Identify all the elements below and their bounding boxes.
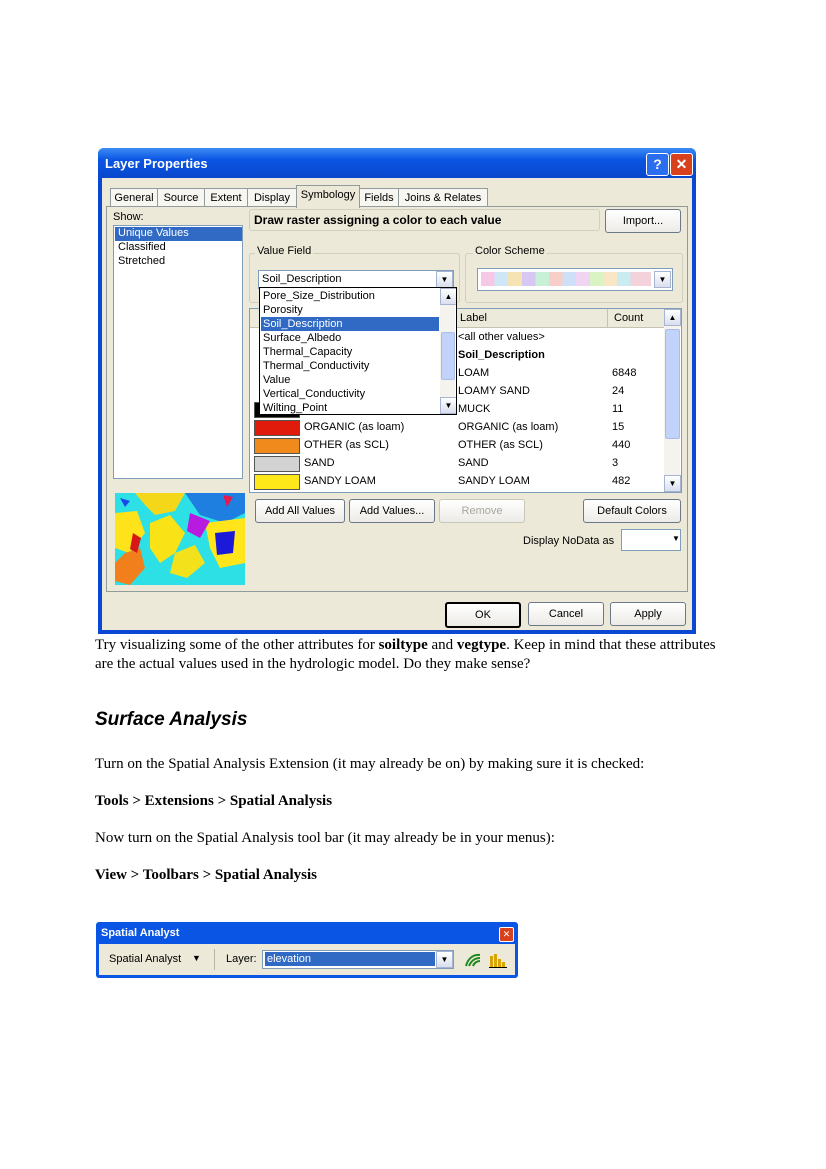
- symbology-panel: [106, 206, 688, 592]
- remove-button: Remove: [439, 499, 525, 523]
- row-count: 440: [612, 439, 631, 451]
- chevron-down-icon[interactable]: ▼: [436, 951, 453, 968]
- table-row[interactable]: [250, 436, 664, 454]
- table-row[interactable]: [250, 472, 664, 490]
- dropdown-option[interactable]: Soil_Description: [261, 317, 439, 331]
- toolbar-separator: [214, 949, 215, 970]
- contour-icon[interactable]: [464, 952, 482, 968]
- row-count: 6848: [612, 367, 637, 379]
- chevron-down-icon[interactable]: ▼: [672, 534, 680, 543]
- dropdown-option[interactable]: Value: [263, 374, 291, 386]
- layer-dropdown[interactable]: [262, 950, 454, 969]
- cancel-button[interactable]: Cancel: [528, 602, 604, 626]
- symbol-swatch[interactable]: [254, 474, 300, 490]
- scroll-thumb[interactable]: [665, 329, 680, 439]
- value-field-value: Soil_Description: [262, 273, 342, 285]
- row-label: SANDY LOAM: [458, 475, 530, 487]
- dropdown-option[interactable]: Wilting_Point: [263, 402, 328, 414]
- table-scrollbar[interactable]: [664, 309, 680, 492]
- scroll-up-icon[interactable]: ▲: [664, 309, 681, 326]
- row-label: LOAM: [458, 367, 490, 379]
- row-label: MUCK: [458, 403, 491, 415]
- chevron-down-icon[interactable]: ▼: [436, 271, 453, 288]
- value-field-dropdown-list[interactable]: [259, 287, 457, 415]
- spatial-analyst-menu[interactable]: Spatial Analyst: [109, 953, 182, 965]
- tab-source[interactable]: Source: [157, 188, 205, 207]
- symbol-swatch[interactable]: [254, 420, 300, 436]
- row-count: 3: [612, 457, 619, 469]
- value-field-label: Value Field: [257, 245, 312, 257]
- table-row[interactable]: [250, 418, 664, 436]
- row-count: 482: [612, 475, 631, 487]
- row-label: Soil_Description: [458, 349, 545, 361]
- row-value: OTHER (as SCL): [304, 439, 389, 451]
- paragraph-text: . Keep in mind that these attributes are the actual values used in the hydrologic model. Do they make sense?: [95, 637, 716, 672]
- description-frame: [249, 209, 600, 231]
- scroll-thumb[interactable]: [441, 332, 455, 380]
- instruction-paragraph: [95, 636, 735, 674]
- show-label: Show:: [113, 211, 144, 223]
- table-row[interactable]: [250, 454, 664, 472]
- chevron-down-icon[interactable]: ▼: [192, 953, 201, 963]
- tab-general[interactable]: General: [110, 188, 158, 207]
- import-button[interactable]: Import...: [605, 209, 681, 233]
- show-item-classified[interactable]: Classified: [118, 241, 166, 253]
- symbol-swatch[interactable]: [254, 456, 300, 472]
- menu-path-toolbars: View > Toolbars > Spatial Analysis: [95, 867, 318, 883]
- spatial-analyst-toolbar: [96, 922, 518, 978]
- preview-map-thumbnail: [115, 493, 245, 585]
- dialog-title: Layer Properties: [105, 156, 208, 171]
- soiltype-term: soiltype: [378, 637, 428, 653]
- apply-button[interactable]: Apply: [610, 602, 686, 626]
- row-label: ORGANIC (as loam): [458, 421, 559, 433]
- row-count: 11: [612, 403, 624, 415]
- display-nodata-label: Display NoData as: [523, 535, 615, 547]
- dropdown-scrollbar[interactable]: [440, 288, 455, 414]
- ok-button[interactable]: OK: [445, 602, 521, 628]
- dropdown-option[interactable]: Vertical_Conductivity: [263, 388, 366, 400]
- paragraph-extension: Turn on the Spatial Analysis Extension (it may already be on) by making sure it is checked:: [95, 756, 645, 772]
- scroll-down-icon[interactable]: ▼: [440, 397, 457, 414]
- add-all-values-button[interactable]: Add All Values: [255, 499, 345, 523]
- dropdown-option[interactable]: Thermal_Capacity: [263, 346, 353, 358]
- color-scheme-dropdown[interactable]: [477, 268, 673, 291]
- row-value: SANDY LOAM: [304, 475, 376, 487]
- column-header-label[interactable]: Label: [460, 312, 487, 324]
- tab-fields[interactable]: Fields: [359, 188, 399, 207]
- scroll-down-icon[interactable]: ▼: [664, 475, 681, 492]
- row-label: SAND: [458, 457, 489, 469]
- help-button[interactable]: ?: [646, 153, 669, 176]
- menu-path-extensions: Tools > Extensions > Spatial Analysis: [95, 793, 333, 809]
- show-list[interactable]: [113, 225, 243, 479]
- row-value: ORGANIC (as loam): [304, 421, 405, 433]
- color-ramp-preview: [481, 272, 651, 286]
- row-label: OTHER (as SCL): [458, 439, 543, 451]
- color-scheme-label: Color Scheme: [475, 245, 545, 257]
- symbol-swatch[interactable]: [254, 438, 300, 454]
- show-item-stretched[interactable]: Stretched: [118, 255, 166, 267]
- description-text: Draw raster assigning a color to each value: [254, 213, 502, 227]
- tab-joins-relates[interactable]: Joins & Relates: [398, 188, 488, 207]
- tab-extent[interactable]: Extent: [204, 188, 248, 207]
- vegtype-term: vegtype: [456, 637, 507, 653]
- add-values-button[interactable]: Add Values...: [349, 499, 435, 523]
- show-item-unique-values[interactable]: Unique Values: [115, 227, 242, 241]
- paragraph-text: Try visualizing some of the other attributes for: [95, 637, 379, 653]
- scroll-up-icon[interactable]: ▲: [440, 288, 457, 305]
- default-colors-button[interactable]: Default Colors: [583, 499, 681, 523]
- row-label: <all other values>: [458, 331, 545, 343]
- toolbar-body: [99, 944, 515, 975]
- toolbar-title: Spatial Analyst: [101, 927, 180, 939]
- nodata-color-dropdown[interactable]: [621, 529, 681, 551]
- paragraph-toolbar: Now turn on the Spatial Analysis tool bar (it may already be in your menus):: [95, 830, 555, 846]
- dialog-client: [102, 178, 692, 630]
- section-heading: Surface Analysis: [95, 709, 248, 730]
- histogram-icon[interactable]: [489, 952, 507, 968]
- title-bar[interactable]: [98, 148, 696, 178]
- tab-display[interactable]: Display: [247, 188, 297, 207]
- layer-properties-dialog: [98, 148, 696, 634]
- column-header-count[interactable]: Count: [614, 312, 644, 324]
- row-label: LOAMY SAND: [458, 385, 530, 397]
- paragraph-text: and: [427, 637, 457, 653]
- chevron-down-icon[interactable]: ▼: [654, 271, 671, 288]
- layer-value: elevation: [265, 952, 435, 966]
- dropdown-option[interactable]: Pore_Size_Distribution: [263, 290, 375, 302]
- toolbar-close-button[interactable]: ✕: [499, 927, 514, 942]
- row-value: SAND: [304, 457, 335, 469]
- row-count: 24: [612, 385, 625, 397]
- row-count: 15: [612, 421, 625, 433]
- dropdown-option[interactable]: Porosity: [263, 304, 303, 316]
- layer-label: Layer:: [226, 953, 257, 965]
- tab-symbology[interactable]: Symbology: [296, 185, 360, 208]
- dropdown-option[interactable]: Thermal_Conductivity: [263, 360, 370, 372]
- close-button[interactable]: ✕: [670, 153, 693, 176]
- dropdown-option[interactable]: Surface_Albedo: [263, 332, 342, 344]
